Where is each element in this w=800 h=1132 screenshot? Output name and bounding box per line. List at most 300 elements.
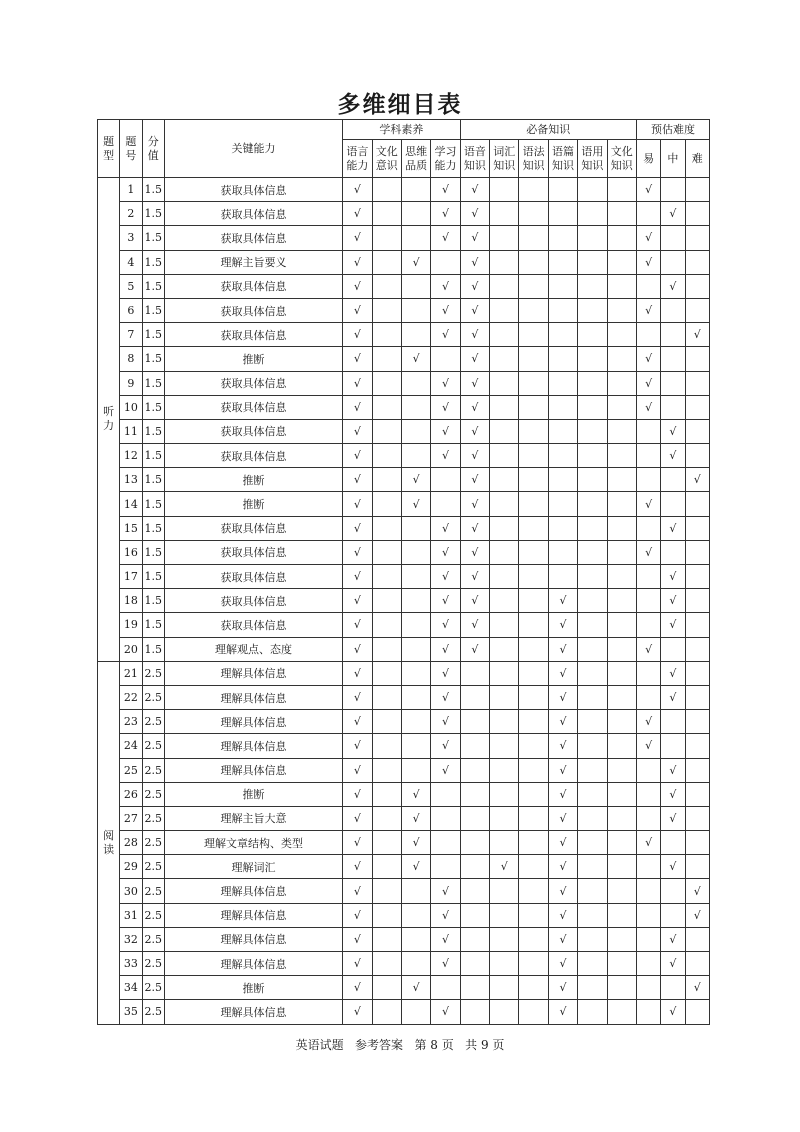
question-ability: 理解具体信息 bbox=[164, 758, 342, 782]
check-mark: √ bbox=[431, 927, 460, 951]
check-mark: √ bbox=[636, 831, 660, 855]
check-mark: √ bbox=[431, 202, 460, 226]
empty-cell bbox=[607, 274, 636, 298]
empty-cell bbox=[490, 298, 519, 322]
check-mark: √ bbox=[460, 371, 489, 395]
check-mark: √ bbox=[343, 250, 372, 274]
empty-cell bbox=[401, 903, 430, 927]
empty-cell bbox=[519, 516, 548, 540]
empty-cell bbox=[685, 274, 709, 298]
empty-cell bbox=[460, 952, 489, 976]
table-row bbox=[98, 347, 710, 371]
check-mark: √ bbox=[685, 903, 709, 927]
check-mark: √ bbox=[460, 468, 489, 492]
empty-cell bbox=[548, 178, 577, 202]
empty-cell bbox=[607, 806, 636, 830]
check-mark: √ bbox=[460, 613, 489, 637]
empty-cell bbox=[578, 540, 607, 564]
empty-cell bbox=[519, 589, 548, 613]
header-subcolumn: 难 bbox=[685, 140, 709, 178]
question-number: 23 bbox=[120, 710, 142, 734]
empty-cell bbox=[460, 927, 489, 951]
question-ability: 获取具体信息 bbox=[164, 202, 342, 226]
empty-cell bbox=[372, 298, 401, 322]
check-mark: √ bbox=[636, 298, 660, 322]
table-row bbox=[98, 806, 710, 830]
check-mark: √ bbox=[636, 734, 660, 758]
check-mark: √ bbox=[431, 637, 460, 661]
check-mark: √ bbox=[343, 952, 372, 976]
empty-cell bbox=[372, 685, 401, 709]
empty-cell bbox=[685, 952, 709, 976]
empty-cell bbox=[372, 274, 401, 298]
check-mark: √ bbox=[548, 855, 577, 879]
empty-cell bbox=[636, 516, 660, 540]
header-subcolumn: 语法知识 bbox=[519, 140, 548, 178]
empty-cell bbox=[372, 419, 401, 443]
empty-cell bbox=[685, 758, 709, 782]
empty-cell bbox=[607, 226, 636, 250]
empty-cell bbox=[490, 226, 519, 250]
empty-cell bbox=[401, 613, 430, 637]
check-mark: √ bbox=[548, 685, 577, 709]
empty-cell bbox=[490, 976, 519, 1000]
empty-cell bbox=[372, 178, 401, 202]
empty-cell bbox=[607, 202, 636, 226]
empty-cell bbox=[685, 395, 709, 419]
question-score: 1.5 bbox=[142, 347, 164, 371]
empty-cell bbox=[519, 323, 548, 347]
question-score: 2.5 bbox=[142, 952, 164, 976]
check-mark: √ bbox=[636, 492, 660, 516]
question-ability: 获取具体信息 bbox=[164, 371, 342, 395]
table-row bbox=[98, 976, 710, 1000]
check-mark: √ bbox=[548, 613, 577, 637]
check-mark: √ bbox=[636, 540, 660, 564]
empty-cell bbox=[685, 1000, 709, 1024]
empty-cell bbox=[490, 202, 519, 226]
question-ability: 理解具体信息 bbox=[164, 734, 342, 758]
question-number: 21 bbox=[120, 661, 142, 685]
table-row bbox=[98, 782, 710, 806]
empty-cell bbox=[578, 565, 607, 589]
empty-cell bbox=[578, 371, 607, 395]
check-mark: √ bbox=[431, 734, 460, 758]
empty-cell bbox=[685, 178, 709, 202]
check-mark: √ bbox=[636, 395, 660, 419]
question-score: 1.5 bbox=[142, 444, 164, 468]
empty-cell bbox=[401, 685, 430, 709]
table-row bbox=[98, 468, 710, 492]
empty-cell bbox=[519, 468, 548, 492]
check-mark: √ bbox=[431, 685, 460, 709]
check-mark: √ bbox=[343, 613, 372, 637]
check-mark: √ bbox=[431, 274, 460, 298]
empty-cell bbox=[607, 758, 636, 782]
question-ability: 推断 bbox=[164, 492, 342, 516]
check-mark: √ bbox=[460, 274, 489, 298]
empty-cell bbox=[401, 589, 430, 613]
check-mark: √ bbox=[343, 903, 372, 927]
check-mark: √ bbox=[343, 976, 372, 1000]
empty-cell bbox=[607, 395, 636, 419]
table-row bbox=[98, 855, 710, 879]
question-ability: 理解具体信息 bbox=[164, 661, 342, 685]
empty-cell bbox=[401, 540, 430, 564]
empty-cell bbox=[519, 371, 548, 395]
empty-cell bbox=[519, 226, 548, 250]
check-mark: √ bbox=[490, 855, 519, 879]
question-number: 20 bbox=[120, 637, 142, 661]
header-group-literacy: 学科素养 bbox=[343, 120, 461, 140]
empty-cell bbox=[661, 976, 685, 1000]
question-number: 22 bbox=[120, 685, 142, 709]
question-ability: 理解具体信息 bbox=[164, 1000, 342, 1024]
question-ability: 理解文章结构、类型 bbox=[164, 831, 342, 855]
empty-cell bbox=[372, 371, 401, 395]
empty-cell bbox=[519, 347, 548, 371]
empty-cell bbox=[401, 565, 430, 589]
empty-cell bbox=[548, 371, 577, 395]
empty-cell bbox=[636, 565, 660, 589]
question-ability: 获取具体信息 bbox=[164, 298, 342, 322]
empty-cell bbox=[636, 468, 660, 492]
check-mark: √ bbox=[343, 395, 372, 419]
question-number: 19 bbox=[120, 613, 142, 637]
empty-cell bbox=[490, 952, 519, 976]
question-score: 2.5 bbox=[142, 806, 164, 830]
check-mark: √ bbox=[460, 637, 489, 661]
check-mark: √ bbox=[661, 855, 685, 879]
table-row bbox=[98, 298, 710, 322]
question-score: 1.5 bbox=[142, 492, 164, 516]
empty-cell bbox=[490, 250, 519, 274]
question-score: 1.5 bbox=[142, 565, 164, 589]
table-row bbox=[98, 178, 710, 202]
empty-cell bbox=[460, 685, 489, 709]
empty-cell bbox=[431, 492, 460, 516]
question-score: 2.5 bbox=[142, 758, 164, 782]
question-number: 25 bbox=[120, 758, 142, 782]
empty-cell bbox=[685, 202, 709, 226]
check-mark: √ bbox=[548, 976, 577, 1000]
empty-cell bbox=[685, 831, 709, 855]
empty-cell bbox=[401, 1000, 430, 1024]
table-row bbox=[98, 323, 710, 347]
table-row bbox=[98, 202, 710, 226]
empty-cell bbox=[548, 323, 577, 347]
check-mark: √ bbox=[431, 419, 460, 443]
question-score: 2.5 bbox=[142, 976, 164, 1000]
empty-cell bbox=[401, 710, 430, 734]
empty-cell bbox=[661, 710, 685, 734]
check-mark: √ bbox=[343, 371, 372, 395]
empty-cell bbox=[548, 274, 577, 298]
question-number: 34 bbox=[120, 976, 142, 1000]
check-mark: √ bbox=[661, 589, 685, 613]
table-row bbox=[98, 758, 710, 782]
question-score: 2.5 bbox=[142, 734, 164, 758]
empty-cell bbox=[490, 540, 519, 564]
check-mark: √ bbox=[685, 323, 709, 347]
check-mark: √ bbox=[431, 589, 460, 613]
check-mark: √ bbox=[548, 1000, 577, 1024]
empty-cell bbox=[372, 831, 401, 855]
empty-cell bbox=[607, 492, 636, 516]
section-label: 阅读 bbox=[98, 661, 120, 1024]
empty-cell bbox=[460, 758, 489, 782]
empty-cell bbox=[548, 540, 577, 564]
empty-cell bbox=[607, 371, 636, 395]
question-ability: 获取具体信息 bbox=[164, 323, 342, 347]
empty-cell bbox=[685, 492, 709, 516]
empty-cell bbox=[401, 952, 430, 976]
question-number: 32 bbox=[120, 927, 142, 951]
empty-cell bbox=[607, 347, 636, 371]
empty-cell bbox=[548, 395, 577, 419]
empty-cell bbox=[372, 758, 401, 782]
empty-cell bbox=[578, 685, 607, 709]
empty-cell bbox=[519, 952, 548, 976]
empty-cell bbox=[607, 298, 636, 322]
header-subcolumn: 易 bbox=[636, 140, 660, 178]
question-ability: 理解主旨大意 bbox=[164, 806, 342, 830]
table-row bbox=[98, 444, 710, 468]
empty-cell bbox=[548, 516, 577, 540]
empty-cell bbox=[607, 903, 636, 927]
check-mark: √ bbox=[431, 178, 460, 202]
check-mark: √ bbox=[431, 444, 460, 468]
empty-cell bbox=[578, 516, 607, 540]
empty-cell bbox=[372, 613, 401, 637]
empty-cell bbox=[431, 806, 460, 830]
empty-cell bbox=[490, 831, 519, 855]
empty-cell bbox=[519, 444, 548, 468]
check-mark: √ bbox=[548, 952, 577, 976]
question-ability: 获取具体信息 bbox=[164, 540, 342, 564]
question-number: 24 bbox=[120, 734, 142, 758]
empty-cell bbox=[636, 274, 660, 298]
header-subcolumn: 文化知识 bbox=[607, 140, 636, 178]
table-row bbox=[98, 734, 710, 758]
question-ability: 获取具体信息 bbox=[164, 565, 342, 589]
empty-cell bbox=[490, 274, 519, 298]
empty-cell bbox=[578, 855, 607, 879]
empty-cell bbox=[519, 879, 548, 903]
question-number: 35 bbox=[120, 1000, 142, 1024]
empty-cell bbox=[578, 710, 607, 734]
empty-cell bbox=[607, 661, 636, 685]
check-mark: √ bbox=[401, 831, 430, 855]
empty-cell bbox=[578, 444, 607, 468]
empty-cell bbox=[607, 468, 636, 492]
empty-cell bbox=[401, 419, 430, 443]
check-mark: √ bbox=[401, 347, 430, 371]
question-score: 2.5 bbox=[142, 1000, 164, 1024]
empty-cell bbox=[607, 927, 636, 951]
check-mark: √ bbox=[460, 250, 489, 274]
table-row bbox=[98, 540, 710, 564]
empty-cell bbox=[519, 637, 548, 661]
question-ability: 理解具体信息 bbox=[164, 903, 342, 927]
empty-cell bbox=[685, 516, 709, 540]
question-score: 2.5 bbox=[142, 927, 164, 951]
check-mark: √ bbox=[685, 468, 709, 492]
empty-cell bbox=[636, 927, 660, 951]
empty-cell bbox=[636, 976, 660, 1000]
question-number: 14 bbox=[120, 492, 142, 516]
header-number: 题号 bbox=[120, 120, 142, 178]
empty-cell bbox=[578, 202, 607, 226]
check-mark: √ bbox=[431, 710, 460, 734]
empty-cell bbox=[519, 685, 548, 709]
table-row bbox=[98, 516, 710, 540]
empty-cell bbox=[401, 879, 430, 903]
check-mark: √ bbox=[661, 806, 685, 830]
empty-cell bbox=[685, 347, 709, 371]
check-mark: √ bbox=[343, 758, 372, 782]
check-mark: √ bbox=[343, 323, 372, 347]
check-mark: √ bbox=[343, 734, 372, 758]
empty-cell bbox=[548, 468, 577, 492]
empty-cell bbox=[636, 952, 660, 976]
check-mark: √ bbox=[548, 831, 577, 855]
empty-cell bbox=[490, 492, 519, 516]
empty-cell bbox=[685, 782, 709, 806]
empty-cell bbox=[490, 903, 519, 927]
question-ability: 理解词汇 bbox=[164, 855, 342, 879]
empty-cell bbox=[372, 976, 401, 1000]
question-ability: 理解主旨要义 bbox=[164, 250, 342, 274]
empty-cell bbox=[460, 1000, 489, 1024]
question-score: 2.5 bbox=[142, 782, 164, 806]
empty-cell bbox=[490, 371, 519, 395]
empty-cell bbox=[401, 734, 430, 758]
empty-cell bbox=[661, 226, 685, 250]
empty-cell bbox=[460, 710, 489, 734]
check-mark: √ bbox=[401, 250, 430, 274]
empty-cell bbox=[661, 734, 685, 758]
check-mark: √ bbox=[431, 371, 460, 395]
check-mark: √ bbox=[431, 226, 460, 250]
check-mark: √ bbox=[548, 710, 577, 734]
question-score: 2.5 bbox=[142, 710, 164, 734]
empty-cell bbox=[490, 347, 519, 371]
check-mark: √ bbox=[636, 250, 660, 274]
empty-cell bbox=[607, 855, 636, 879]
check-mark: √ bbox=[343, 661, 372, 685]
empty-cell bbox=[685, 298, 709, 322]
question-score: 1.5 bbox=[142, 468, 164, 492]
empty-cell bbox=[490, 685, 519, 709]
table-row bbox=[98, 492, 710, 516]
empty-cell bbox=[519, 758, 548, 782]
empty-cell bbox=[578, 226, 607, 250]
page-title: 多维细目表 bbox=[337, 92, 463, 118]
empty-cell bbox=[578, 879, 607, 903]
empty-cell bbox=[372, 250, 401, 274]
empty-cell bbox=[519, 855, 548, 879]
empty-cell bbox=[607, 831, 636, 855]
empty-cell bbox=[636, 613, 660, 637]
empty-cell bbox=[636, 661, 660, 685]
table-row bbox=[98, 952, 710, 976]
check-mark: √ bbox=[661, 685, 685, 709]
empty-cell bbox=[548, 202, 577, 226]
empty-cell bbox=[685, 613, 709, 637]
check-mark: √ bbox=[343, 879, 372, 903]
check-mark: √ bbox=[401, 782, 430, 806]
empty-cell bbox=[578, 323, 607, 347]
check-mark: √ bbox=[431, 540, 460, 564]
check-mark: √ bbox=[460, 347, 489, 371]
check-mark: √ bbox=[460, 395, 489, 419]
question-ability: 推断 bbox=[164, 976, 342, 1000]
question-ability: 获取具体信息 bbox=[164, 613, 342, 637]
empty-cell bbox=[490, 734, 519, 758]
empty-cell bbox=[372, 952, 401, 976]
check-mark: √ bbox=[661, 782, 685, 806]
empty-cell bbox=[578, 613, 607, 637]
empty-cell bbox=[685, 371, 709, 395]
empty-cell bbox=[685, 855, 709, 879]
check-mark: √ bbox=[343, 492, 372, 516]
question-score: 1.5 bbox=[142, 202, 164, 226]
check-mark: √ bbox=[661, 613, 685, 637]
question-ability: 理解具体信息 bbox=[164, 927, 342, 951]
check-mark: √ bbox=[460, 323, 489, 347]
check-mark: √ bbox=[343, 444, 372, 468]
empty-cell bbox=[607, 637, 636, 661]
empty-cell bbox=[685, 250, 709, 274]
empty-cell bbox=[372, 806, 401, 830]
table-row bbox=[98, 637, 710, 661]
empty-cell bbox=[519, 903, 548, 927]
question-ability: 理解具体信息 bbox=[164, 952, 342, 976]
question-score: 1.5 bbox=[142, 419, 164, 443]
question-score: 2.5 bbox=[142, 879, 164, 903]
empty-cell bbox=[578, 734, 607, 758]
empty-cell bbox=[578, 806, 607, 830]
empty-cell bbox=[578, 927, 607, 951]
question-number: 3 bbox=[120, 226, 142, 250]
check-mark: √ bbox=[431, 298, 460, 322]
check-mark: √ bbox=[661, 516, 685, 540]
check-mark: √ bbox=[460, 444, 489, 468]
check-mark: √ bbox=[431, 952, 460, 976]
empty-cell bbox=[607, 444, 636, 468]
empty-cell bbox=[490, 1000, 519, 1024]
check-mark: √ bbox=[460, 540, 489, 564]
check-mark: √ bbox=[661, 927, 685, 951]
empty-cell bbox=[578, 637, 607, 661]
empty-cell bbox=[519, 250, 548, 274]
empty-cell bbox=[401, 444, 430, 468]
empty-cell bbox=[607, 419, 636, 443]
empty-cell bbox=[490, 927, 519, 951]
check-mark: √ bbox=[460, 226, 489, 250]
question-ability: 获取具体信息 bbox=[164, 395, 342, 419]
empty-cell bbox=[460, 903, 489, 927]
empty-cell bbox=[519, 492, 548, 516]
question-number: 2 bbox=[120, 202, 142, 226]
table-row bbox=[98, 419, 710, 443]
question-ability: 获取具体信息 bbox=[164, 178, 342, 202]
question-number: 1 bbox=[120, 178, 142, 202]
question-ability: 理解具体信息 bbox=[164, 879, 342, 903]
empty-cell bbox=[431, 831, 460, 855]
empty-cell bbox=[519, 782, 548, 806]
